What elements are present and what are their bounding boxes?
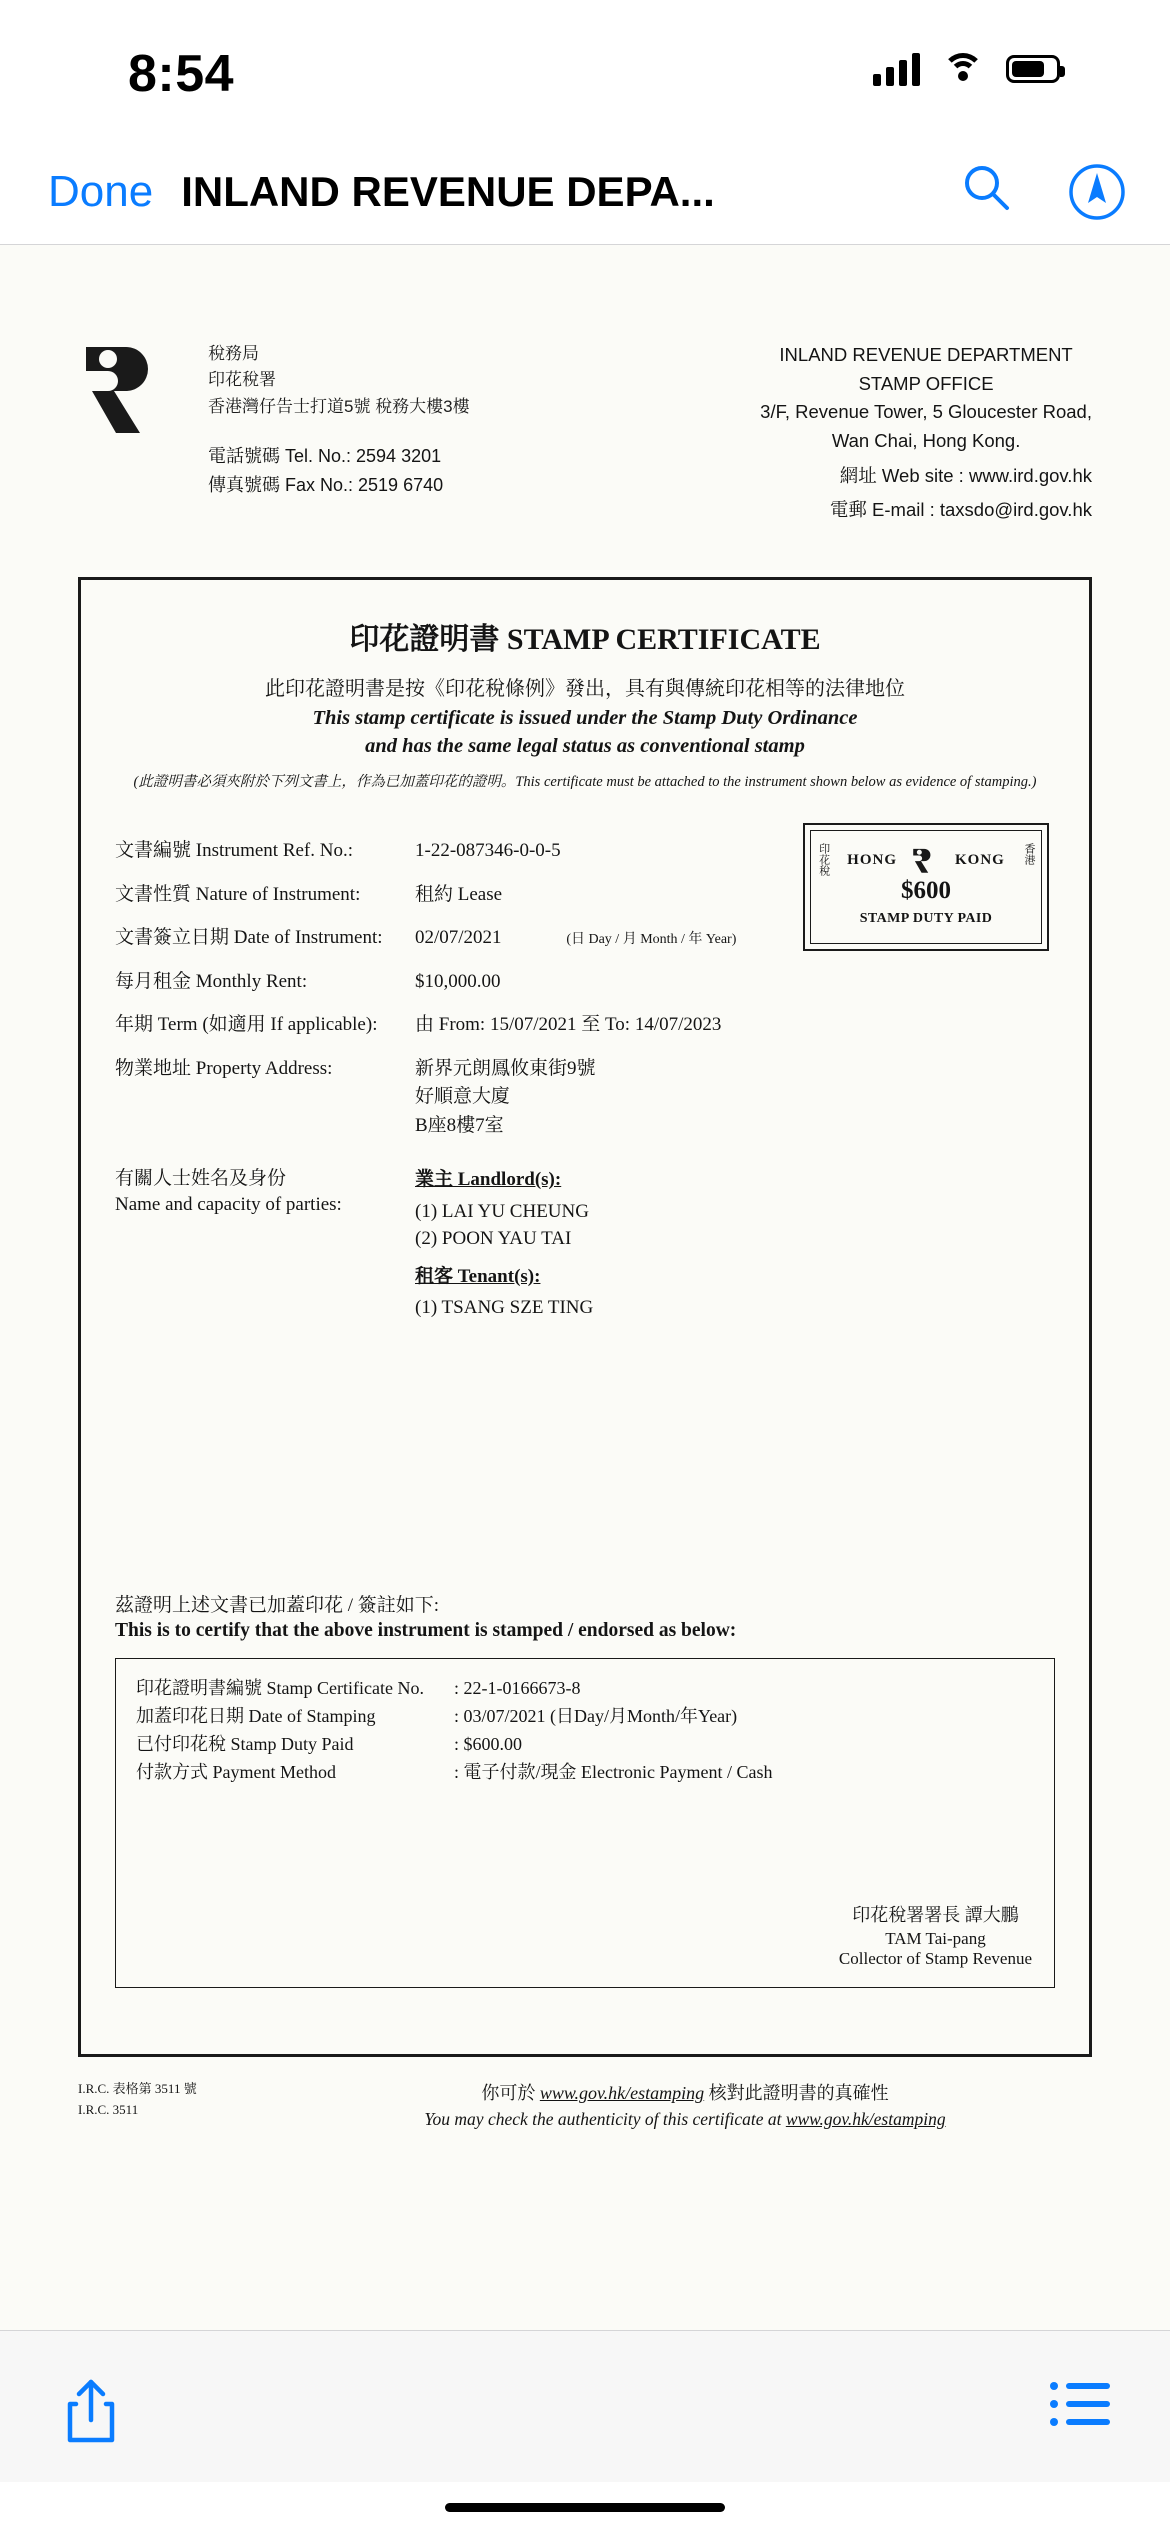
form-reference: [78, 2079, 278, 2121]
department-name: INLAND REVENUE DEPARTMENT: [779, 344, 1073, 365]
website-line: 網址 Web site : www.ird.gov.hk: [839, 464, 1092, 486]
field-note: (日 Day / 月 Month / 年 Year): [566, 932, 737, 948]
field-parties: [115, 1166, 1055, 1332]
address-line: B座8樓7室: [415, 1114, 504, 1136]
field-value: [415, 1055, 1055, 1141]
signature-zh: 印花稅署署長 譚大鵬: [852, 1905, 1019, 1926]
list-view-icon: [1048, 2378, 1112, 2430]
nav-actions: [962, 163, 1126, 221]
letterhead-contact: [208, 442, 470, 500]
field-label: 物業地址 Property Address:: [115, 1057, 333, 1079]
verify-en-pre: You may check the authenticity of this certificate at: [424, 2109, 786, 2130]
done-button[interactable]: Done: [48, 167, 154, 216]
certification-statement: [115, 1590, 1055, 1642]
seal-caption: STAMP DUTY PAID: [859, 911, 993, 927]
field-value: 租約 Lease: [415, 883, 503, 905]
seal-ird-logo-icon: [911, 847, 941, 873]
certificate-subtitle-en: [115, 705, 1055, 760]
letterhead-zh-line: 香港灣仔告士打道5號 稅務大樓3樓: [208, 396, 470, 416]
field-label: 每月租金 Monthly Rent:: [115, 970, 308, 992]
verify-link[interactable]: www.gov.hk/estamping: [785, 2109, 946, 2130]
stamp-certificate: [78, 577, 1092, 2057]
field-value: $10,000.00: [415, 970, 501, 992]
parties-label-zh: 有關人士姓名及身份: [115, 1168, 287, 1190]
certificate-subtitle-en-line: and has the same legal status as conventional stamp: [365, 734, 805, 757]
office-address-line: Wan Chai, Hong Kong.: [831, 430, 1021, 452]
document-footer: [78, 2079, 1092, 2130]
telephone-line: 電話號碼 Tel. No.: 2594 3201: [208, 446, 442, 467]
detail-label: 印花證明書編號 Stamp Certificate No.: [136, 1678, 424, 1699]
field-value: 1-22-087346-0-0-5: [415, 840, 561, 862]
letterhead-zh: [208, 341, 470, 420]
status-bar: [0, 0, 1170, 140]
detail-row-date-of-stamping: [136, 1703, 1034, 1731]
letterhead-zh-line: 稅務局: [208, 344, 259, 363]
stamp-duty-paid-seal: [803, 823, 1049, 951]
verify-zh-pre: 你可於: [481, 2083, 540, 2104]
email-line: 電郵 E-mail : taxsdo@ird.gov.hk: [829, 499, 1092, 521]
letterhead: [78, 341, 1092, 525]
markup-pen-icon: [1068, 163, 1126, 221]
certificate-note: (此證明書必須夾附於下列文書上，作為已加蓋印花的證明。This certificate must be attached to the instrument shown below as evidence of stamping.): [133, 774, 1037, 791]
status-indicators: [873, 52, 1060, 86]
field-monthly-rent: [115, 968, 1055, 997]
detail-label: 付款方式 Payment Method: [136, 1761, 336, 1782]
detail-value: : $600.00: [454, 1733, 523, 1754]
party-group-tenant: [415, 1263, 1055, 1322]
field-property-address: [115, 1055, 1055, 1141]
letterhead-en: [760, 341, 1092, 525]
parties-label-en: Name and capacity of parties:: [115, 1194, 342, 1216]
certificate-title: 印花證明書 STAMP CERTIFICATE: [349, 623, 821, 657]
field-term: [115, 1011, 1055, 1040]
markup-button[interactable]: [1068, 163, 1126, 221]
party-group-landlord: [415, 1166, 1055, 1253]
seal-amount: $600: [901, 877, 951, 905]
search-button[interactable]: [962, 163, 1020, 221]
seal-right-word: KONG: [955, 851, 1005, 868]
field-label: 文書簽立日期 Date of Instrument:: [115, 927, 383, 949]
form-ref-en: I.R.C. 3511: [78, 2101, 139, 2117]
fax-line: 傳真號碼 Fax No.: 2519 6740: [208, 474, 444, 495]
detail-value: : 03/07/2021 (日Day/月Month/年Year): [454, 1705, 738, 1726]
wifi-icon: [942, 53, 984, 85]
detail-label: 已付印花稅 Stamp Duty Paid: [136, 1733, 354, 1754]
search-icon: [962, 163, 1012, 213]
signature-name: TAM Tai-pang: [885, 1929, 986, 1949]
status-time: 8:54: [128, 45, 235, 103]
parties-list: [415, 1166, 1055, 1332]
field-label: [115, 1166, 415, 1332]
certify-zh: 茲證明上述文書已加蓋印花 / 簽註如下:: [115, 1595, 440, 1617]
document-viewer[interactable]: [0, 245, 1170, 2330]
verify-zh: [278, 2079, 1092, 2105]
detail-row-stamp-duty-paid: [136, 1731, 1034, 1759]
certificate-subtitle-zh: 此印花證明書是按《印花稅條例》發出，具有與傳統印花相等的法律地位: [265, 678, 905, 701]
letterhead-zh-line: 印花稅署: [208, 370, 276, 390]
verify-zh-post: 核對此證明書的真確性: [704, 2083, 889, 2104]
office-name: STAMP OFFICE: [858, 372, 994, 394]
verify-link[interactable]: www.gov.hk/estamping: [539, 2083, 705, 2104]
address-line: 好順意大廈: [415, 1086, 511, 1108]
verify-en: [278, 2109, 1092, 2130]
certificate-fields: [115, 837, 1055, 1332]
office-address-line: 3/F, Revenue Tower, 5 Gloucester Road,: [760, 401, 1092, 423]
form-ref-zh: I.R.C. 表格第 3511 號: [78, 2081, 197, 2097]
certificate-subtitle-en-line: This stamp certificate is issued under the Stamp Duty Ordinance: [312, 707, 858, 730]
signature-title: Collector of Stamp Revenue: [838, 1949, 1032, 1969]
document-page: [0, 245, 1170, 2330]
verification-note: [278, 2079, 1092, 2130]
share-icon: [64, 2378, 118, 2446]
navigation-bar: [0, 140, 1170, 245]
detail-value: : 電子付款/現金 Electronic Payment / Cash: [454, 1761, 773, 1782]
party-heading: 租客 Tenant(s):: [415, 1265, 541, 1287]
seal-left-word: HONG: [847, 851, 897, 868]
detail-value: : 22-1-0166673-8: [454, 1678, 581, 1699]
bottom-toolbar: [0, 2330, 1170, 2482]
field-value: 由 From: 15/07/2021 至 To: 14/07/2023: [415, 1014, 722, 1036]
address-line: 新界元朗鳳攸東街9號: [415, 1057, 596, 1079]
ird-logo-icon: [78, 341, 186, 433]
field-value: 02/07/2021: [415, 927, 502, 949]
list-view-button[interactable]: [1048, 2378, 1106, 2436]
cellular-signal-icon: [873, 52, 920, 86]
field-label: 文書性質 Nature of Instrument:: [115, 883, 361, 905]
signature-block: [839, 1901, 1032, 1969]
stamping-details-box: [115, 1658, 1055, 1988]
battery-icon: [1006, 55, 1060, 83]
party-item: (1) LAI YU CHEUNG: [415, 1200, 589, 1222]
detail-label: 加蓋印花日期 Date of Stamping: [136, 1705, 376, 1726]
home-indicator[interactable]: [0, 2482, 1170, 2532]
field-label: 文書編號 Instrument Ref. No.:: [115, 840, 354, 862]
certify-en: This is to certify that the above instrument is stamped / endorsed as below:: [115, 1620, 737, 1642]
party-heading: 業主 Landlord(s):: [415, 1169, 562, 1191]
party-item: (2) POON YAU TAI: [415, 1228, 572, 1250]
page-title: INLAND REVENUE DEPA...: [181, 168, 715, 215]
share-button[interactable]: [64, 2378, 122, 2436]
party-item: (1) TSANG SZE TING: [415, 1297, 594, 1319]
detail-row-certificate-no: [136, 1675, 1034, 1703]
field-label: 年期 Term (如適用 If applicable):: [115, 1014, 378, 1036]
seal-zh-left: 印花稅: [817, 843, 830, 877]
detail-row-payment-method: [136, 1759, 1034, 1787]
seal-zh-right: 香港: [1023, 843, 1035, 866]
